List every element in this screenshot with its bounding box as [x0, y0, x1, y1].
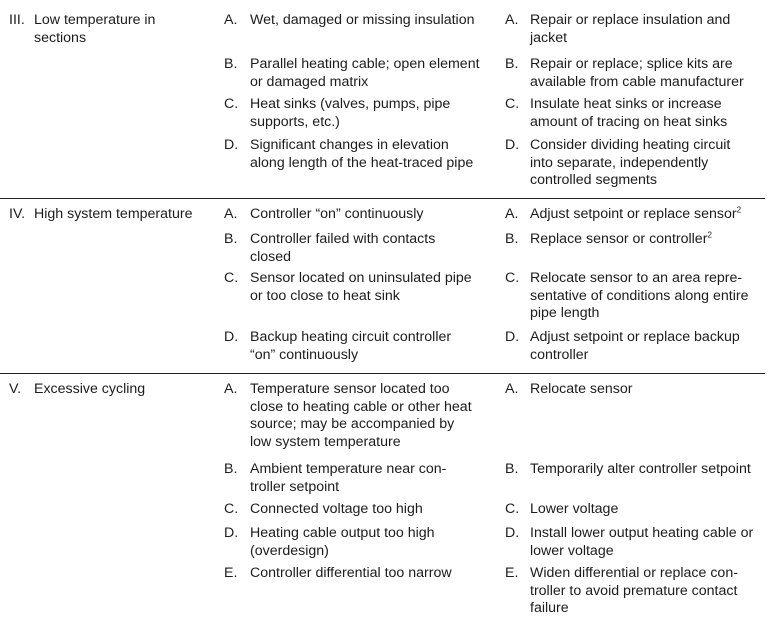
cause-line: Significant changes in elevation [250, 137, 449, 153]
action-line-text: Relocate sensor to an area repre- [530, 270, 743, 286]
section-divider [0, 198, 765, 199]
action-line [530, 172, 730, 190]
cause-line: Temperature sensor located too [250, 381, 450, 397]
cause-line: (overdesign) [250, 542, 329, 559]
cause-line: “on” continuously [250, 346, 359, 363]
action-line [530, 381, 633, 399]
action-line [530, 114, 727, 132]
cause-line: Controller differential too narrow [250, 565, 452, 581]
cause-text [250, 329, 451, 364]
action-letter: C. [505, 96, 520, 112]
action-line-text: Replace sensor or controller [530, 231, 708, 247]
cause-line: Backup heating circuit controller [250, 329, 452, 345]
cause-letter: A. [224, 206, 238, 222]
action-line [530, 600, 738, 618]
cause-line: closed [250, 248, 292, 265]
action-line [530, 329, 740, 347]
action-line-text: controller [530, 346, 589, 363]
action-line [530, 347, 740, 365]
section-title [34, 381, 145, 399]
cause-letter: C. [224, 270, 239, 286]
action-letter: B. [505, 461, 519, 477]
cause-text [250, 270, 472, 305]
cause-letter: B. [224, 461, 238, 477]
action-line [530, 501, 618, 519]
action-line [530, 305, 748, 323]
cause-text [250, 231, 435, 266]
cause-letter: B. [224, 56, 238, 72]
action-line [530, 56, 744, 74]
section-divider [0, 373, 765, 374]
action-text [530, 12, 730, 47]
cause-letter: D. [224, 329, 239, 345]
section-numeral: IV. [9, 206, 26, 222]
action-line [530, 231, 712, 249]
cause-text [250, 96, 450, 131]
action-line [530, 525, 753, 543]
action-line [530, 565, 738, 583]
cause-line: Parallel heating cable; open element [250, 56, 480, 72]
cause-line: Controller failed with contacts [250, 231, 436, 247]
action-line-text: Install lower output heating cable or [530, 525, 754, 541]
action-line-text: jacket [530, 29, 568, 46]
action-line [530, 206, 741, 224]
action-letter: D. [505, 137, 520, 153]
action-letter: A. [505, 12, 519, 28]
cause-line: source; may be accompanied by [250, 416, 455, 432]
action-text [530, 501, 618, 519]
section-title [34, 206, 193, 224]
section-title [34, 12, 155, 47]
cause-line: Ambient temperature near con- [250, 461, 447, 477]
action-letter: A. [505, 381, 519, 397]
action-text [530, 56, 744, 91]
cause-letter: C. [224, 96, 239, 112]
cause-line: Connected voltage too high [250, 501, 423, 517]
action-text [530, 525, 753, 560]
action-line [530, 96, 727, 114]
action-letter: D. [505, 525, 520, 541]
action-letter: E. [505, 565, 519, 581]
action-line-text: Repair or replace; splice kits are [530, 56, 733, 72]
cause-line: low system temperature [250, 433, 401, 450]
cause-line: Heat sinks (valves, pumps, pipe [250, 96, 451, 112]
action-line-text: troller to avoid premature contact [530, 582, 738, 599]
action-text [530, 137, 730, 190]
action-line-text: into separate, independently [530, 154, 709, 171]
action-line-text: available from cable manufacturer [530, 73, 744, 90]
cause-line: Heating cable output too high [250, 525, 435, 541]
section-title-line: Low temperature in [34, 12, 156, 28]
action-line [530, 270, 748, 288]
action-text [530, 270, 748, 323]
cause-line: supports, etc.) [250, 113, 340, 130]
action-letter: C. [505, 501, 520, 517]
action-line-text: Widen differential or replace con- [530, 565, 738, 581]
action-line-text: amount of tracing on heat sinks [530, 113, 728, 130]
section-numeral: III. [9, 12, 25, 28]
action-text [530, 381, 633, 399]
action-line-text: pipe length [530, 305, 600, 321]
section-numeral: V. [9, 381, 22, 397]
action-text [530, 206, 741, 224]
cause-line: troller setpoint [250, 478, 340, 495]
footnote-marker: 2 [736, 205, 742, 215]
action-line [530, 137, 730, 155]
action-line [530, 30, 730, 48]
cause-text [250, 381, 472, 451]
action-letter: C. [505, 270, 520, 286]
cause-text [250, 206, 424, 224]
action-line-text: Repair or replace insulation and [530, 12, 731, 28]
action-text [530, 96, 727, 131]
action-letter: B. [505, 56, 519, 72]
cause-letter: B. [224, 231, 238, 247]
cause-letter: D. [224, 137, 239, 153]
action-line-text: sentative of conditions along entire [530, 287, 749, 304]
action-line-text: Lower voltage [530, 501, 619, 517]
action-line-text: Consider dividing heating circuit [530, 137, 731, 153]
section-title-line: High system temperature [34, 206, 193, 222]
cause-text [250, 501, 423, 519]
cause-text [250, 12, 475, 30]
action-text [530, 461, 751, 479]
action-line-text: Temporarily alter controller setpoint [530, 461, 751, 477]
cause-letter: E. [224, 565, 238, 581]
action-line [530, 74, 744, 92]
cause-line: Sensor located on uninsulated pipe [250, 270, 472, 286]
action-line [530, 155, 730, 173]
action-line-text: failure [530, 600, 569, 616]
action-letter: D. [505, 329, 520, 345]
action-line [530, 461, 751, 479]
section-title-line: sections [34, 29, 87, 46]
section-title-line: Excessive cycling [34, 381, 146, 397]
action-line-text: Adjust setpoint or replace sensor [530, 206, 737, 222]
action-line [530, 288, 748, 306]
action-text [530, 565, 738, 618]
cause-line: or too close to heat sink [250, 287, 400, 304]
action-line-text: controlled segments [530, 172, 657, 188]
cause-line: along length of the heat-traced pipe [250, 154, 474, 171]
action-line-text: Relocate sensor [530, 381, 633, 397]
action-text [530, 329, 740, 364]
action-line [530, 583, 738, 601]
footnote-marker: 2 [707, 230, 712, 240]
cause-line: Wet, damaged or missing insulation [250, 12, 475, 28]
action-line-text: lower voltage [530, 542, 614, 559]
cause-line: Controller “on” continuously [250, 206, 424, 222]
cause-line: or damaged matrix [250, 73, 369, 90]
cause-text [250, 461, 446, 496]
action-text [530, 231, 712, 249]
cause-letter: C. [224, 501, 239, 517]
cause-letter: D. [224, 525, 239, 541]
action-line-text: Insulate heat sinks or increase [530, 96, 722, 112]
cause-letter: A. [224, 381, 238, 397]
cause-text [250, 137, 473, 172]
cause-text [250, 565, 452, 583]
action-line [530, 12, 730, 30]
cause-line: close to heating cable or other heat [250, 398, 472, 415]
cause-text [250, 56, 480, 91]
action-letter: B. [505, 231, 519, 247]
cause-text [250, 525, 435, 560]
action-line [530, 543, 753, 561]
action-letter: A. [505, 206, 519, 222]
action-line-text: Adjust setpoint or replace backup [530, 329, 740, 345]
cause-letter: A. [224, 12, 238, 28]
